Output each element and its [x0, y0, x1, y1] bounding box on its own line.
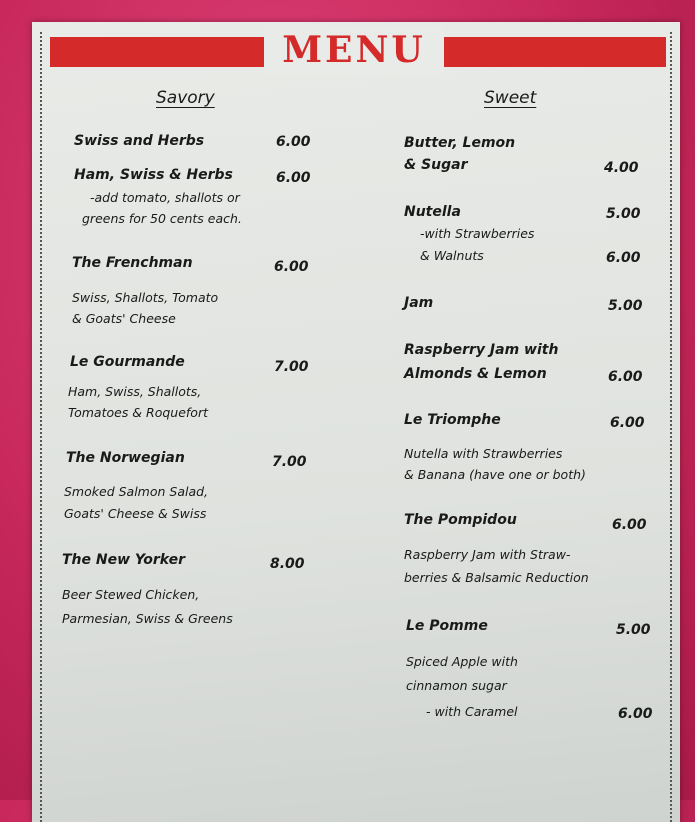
- sweet-item-desc: Raspberry Jam with Straw-: [404, 547, 571, 562]
- title-box: [264, 26, 444, 74]
- sweet-item-extra: - with Caramel: [426, 704, 518, 719]
- sweet-item-price: 5.00: [608, 298, 643, 314]
- savory-item-price: 6.00: [276, 134, 311, 150]
- sweet-item-price: 6.00: [612, 517, 647, 533]
- sweet-item-name: Nutella: [404, 204, 461, 220]
- savory-item-price: 7.00: [274, 359, 309, 375]
- savory-item-name: The New Yorker: [62, 552, 185, 568]
- sweet-item-name: Jam: [404, 295, 434, 311]
- savory-item-name: Swiss and Herbs: [74, 133, 205, 149]
- sweet-item-desc: & Walnuts: [420, 248, 484, 263]
- sweet-item-price: 6.00: [606, 250, 641, 266]
- sweet-item-price: 6.00: [610, 415, 645, 431]
- savory-item-desc: Parmesian, Swiss & Greens: [62, 611, 233, 626]
- savory-item-desc: & Goats' Cheese: [72, 311, 176, 326]
- sweet-item-desc: -with Strawberries: [420, 226, 535, 241]
- sweet-item-price: 5.00: [616, 622, 651, 638]
- savory-item-price: 7.00: [272, 454, 307, 470]
- savory-item-name: Ham, Swiss & Herbs: [74, 167, 233, 183]
- sweet-item-name: Raspberry Jam with: [404, 342, 559, 358]
- savory-item-desc: Tomatoes & Roquefort: [68, 405, 208, 420]
- sweet-item-name: Le Pomme: [406, 618, 488, 634]
- savory-heading: Savory: [156, 88, 215, 108]
- savory-item-desc: greens for 50 cents each.: [82, 211, 242, 226]
- sweet-item-price: 6.00: [608, 369, 643, 385]
- savory-item-desc: Smoked Salmon Salad,: [64, 484, 209, 499]
- right-dotted-border: [670, 32, 672, 822]
- savory-item-desc: Ham, Swiss, Shallots,: [68, 384, 202, 399]
- sweet-item-desc: Nutella with Strawberries: [404, 446, 563, 461]
- menu-sheet: [32, 22, 680, 822]
- savory-item-price: 6.00: [274, 259, 309, 275]
- left-dotted-border: [40, 32, 42, 822]
- savory-item-desc: -add tomato, shallots or: [90, 190, 240, 205]
- savory-item-desc: Beer Stewed Chicken,: [62, 587, 200, 602]
- sweet-item-name: The Pompidou: [404, 512, 517, 528]
- savory-item-price: 6.00: [276, 170, 311, 186]
- savory-item-desc: Goats' Cheese & Swiss: [64, 506, 207, 521]
- savory-item-desc: Swiss, Shallots, Tomato: [72, 290, 219, 305]
- sweet-item-desc: Spiced Apple with: [406, 654, 518, 669]
- sweet-item-price: 4.00: [604, 160, 639, 176]
- sweet-item-price: 6.00: [618, 706, 653, 722]
- savory-item-price: 8.00: [270, 556, 305, 572]
- sweet-item-desc: cinnamon sugar: [406, 678, 507, 693]
- savory-item-name: The Frenchman: [72, 255, 193, 271]
- sweet-item-desc: berries & Balsamic Reduction: [404, 570, 589, 585]
- sweet-item-name: & Sugar: [404, 157, 468, 173]
- sweet-item-price: 5.00: [606, 206, 641, 222]
- menu-title: MENU: [282, 29, 426, 71]
- savory-item-name: The Norwegian: [66, 450, 185, 466]
- sweet-item-desc: & Banana (have one or both): [404, 467, 586, 482]
- sweet-item-name: Le Triomphe: [404, 412, 501, 428]
- sweet-item-name: Butter, Lemon: [404, 135, 516, 151]
- sweet-item-name: Almonds & Lemon: [404, 366, 547, 382]
- savory-item-name: Le Gourmande: [70, 354, 185, 370]
- sweet-heading: Sweet: [484, 88, 537, 108]
